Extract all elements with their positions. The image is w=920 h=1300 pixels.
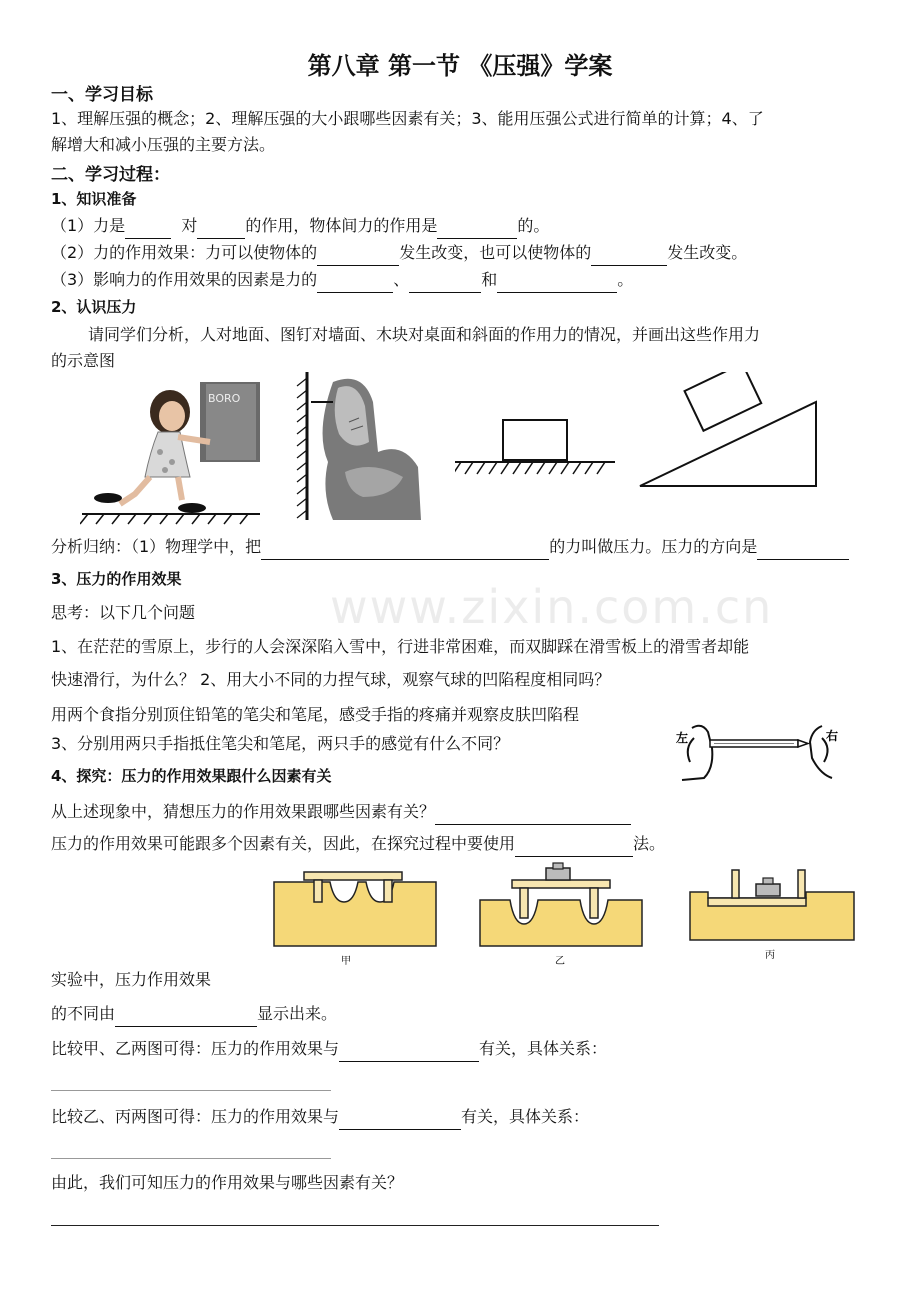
q1-blank-1[interactable] bbox=[125, 220, 171, 239]
block-on-incline-diagram bbox=[636, 372, 822, 490]
photo-brand-text: BORO bbox=[208, 392, 241, 405]
q1-blank-2[interactable] bbox=[197, 220, 245, 239]
q3-part-d: 。 bbox=[617, 270, 634, 289]
q3-part-c: 和 bbox=[481, 270, 498, 289]
pencil-fingers-illustration bbox=[672, 718, 844, 782]
cmp2-part-a: 比较乙、丙两图可得：压力的作用效果与 bbox=[51, 1107, 340, 1126]
q2-part-c: 发生改变。 bbox=[667, 243, 748, 262]
pressure-effect-heading: 3、压力的作用效果 bbox=[51, 570, 182, 588]
explore-heading: 4、探究：压力的作用效果跟什么因素有关 bbox=[51, 767, 332, 785]
sponge-experiment-figures bbox=[270, 862, 870, 968]
hatch-mark bbox=[501, 462, 509, 474]
section-process-heading: 二、学习过程： bbox=[51, 165, 170, 185]
hatch-mark bbox=[144, 514, 152, 524]
hatch-mark bbox=[224, 514, 232, 524]
method-line bbox=[51, 831, 665, 857]
prep-question-3 bbox=[51, 267, 633, 293]
hatch-mark bbox=[525, 462, 533, 474]
compare-line-2 bbox=[51, 1104, 589, 1130]
q2-blank-2[interactable] bbox=[591, 247, 667, 266]
cmp1-part-a: 比较甲、乙两图可得：压力的作用效果与 bbox=[51, 1039, 340, 1058]
hatch-mark bbox=[537, 462, 545, 474]
q2-part-b: 发生改变，也可以使物体的 bbox=[399, 243, 592, 262]
cmp2-blank[interactable] bbox=[339, 1111, 461, 1130]
hatch-mark bbox=[465, 462, 473, 474]
exp2-part-b: 显示出来。 bbox=[257, 1004, 338, 1023]
experiment-line-2 bbox=[51, 1001, 337, 1027]
hatch-mark bbox=[455, 462, 461, 474]
analysis-line bbox=[51, 534, 849, 560]
prep-question-2 bbox=[51, 240, 747, 266]
q1-part-b: 对 bbox=[181, 216, 198, 235]
method-part-b: 法。 bbox=[633, 834, 666, 853]
hatch-mark bbox=[96, 514, 104, 524]
pressure-force-heading: 2、认识压力 bbox=[51, 298, 137, 316]
cmp2-answer-line[interactable] bbox=[51, 1158, 331, 1159]
experiment-bing bbox=[690, 870, 854, 961]
fig-label-bing: 丙 bbox=[765, 950, 775, 961]
section-objectives-heading: 一、学习目标 bbox=[51, 85, 153, 105]
think-line-3: 用两个食指分别顶住铅笔的笔尖和笔尾，感受手指的疼痛并观察皮肤凹陷程 bbox=[51, 705, 580, 724]
q1-part-c: 的作用，物体间力的作用是 bbox=[245, 216, 438, 235]
objectives-line-1: 1、理解压强的概念；2、理解压强的大小跟哪些因素有关；3、能用压强公式进行简单的计算；4、了 bbox=[51, 109, 764, 128]
guess-text: 从上述现象中，猜想压力的作用效果跟哪些因素有关？ bbox=[51, 802, 436, 821]
block-on-table-diagram bbox=[455, 412, 615, 480]
q3-blank-2[interactable] bbox=[409, 274, 481, 293]
left-label: 左 bbox=[676, 731, 689, 745]
hatch-mark bbox=[573, 462, 581, 474]
objectives-line-2: 解增大和减小压强的主要方法。 bbox=[51, 135, 276, 154]
right-label: 右 bbox=[826, 729, 839, 743]
exp2-blank[interactable] bbox=[115, 1008, 257, 1027]
cmp1-answer-line[interactable] bbox=[51, 1090, 331, 1091]
experiment-jia bbox=[274, 872, 436, 967]
hatch-mark bbox=[561, 462, 569, 474]
hatch-mark bbox=[513, 462, 521, 474]
pressure-para-line-1: 请同学们分析，人对地面、图钉对墙面、木块对桌面和斜面的作用力的情况，并画出这些作用力 bbox=[88, 325, 761, 344]
hatch-mark bbox=[477, 462, 485, 474]
compare-line-1 bbox=[51, 1036, 607, 1062]
think-label: 思考：以下几个问题 bbox=[51, 603, 196, 622]
pressure-para-line-2: 的示意图 bbox=[51, 351, 116, 370]
hatch-mark bbox=[597, 462, 605, 474]
page-title: 第八章 第一节 《压强》学案 bbox=[307, 52, 613, 80]
guess-line bbox=[51, 799, 631, 825]
q3-blank-3[interactable] bbox=[497, 274, 617, 293]
analysis-blank-2[interactable] bbox=[757, 541, 849, 560]
hatch-mark bbox=[549, 462, 557, 474]
exp2-part-a: 的不同由 bbox=[51, 1004, 116, 1023]
hatch-mark bbox=[208, 514, 216, 524]
hatch-mark bbox=[128, 514, 136, 524]
hatch-mark bbox=[192, 514, 200, 524]
think-line-1: 1、在茫茫的雪原上，步行的人会深深陷入雪中，行进非常困难，而双脚踩在滑雪板上的滑雪者却能 bbox=[51, 637, 750, 656]
analysis-blank-1[interactable] bbox=[261, 541, 549, 560]
watermark: www.zixin.com.cn bbox=[330, 580, 774, 634]
experiment-yi bbox=[480, 863, 642, 967]
hatch-mark bbox=[489, 462, 497, 474]
knowledge-prep-heading: 1、知识准备 bbox=[51, 190, 137, 208]
fig-label-jia: 甲 bbox=[341, 956, 351, 967]
analysis-part-b: 的力叫做压力。压力的方向是 bbox=[549, 537, 758, 556]
q1-part-d: 的。 bbox=[517, 216, 550, 235]
q1-part-a: （1）力是 bbox=[51, 216, 126, 235]
think-line-2: 快速滑行，为什么？ 2、用大小不同的力捏气球，观察气球的凹陷程度相同吗？ bbox=[51, 670, 611, 689]
q1-blank-3[interactable] bbox=[437, 220, 517, 239]
q3-blank-1[interactable] bbox=[317, 274, 393, 293]
prep-question-1 bbox=[51, 213, 549, 239]
q3-part-a: （3）影响力的作用效果的因素是力的 bbox=[51, 270, 318, 289]
analysis-part-a: 分析归纳：（1）物理学中，把 bbox=[51, 537, 262, 556]
q3-part-b: 、 bbox=[393, 270, 410, 289]
cmp1-part-b: 有关，具体关系： bbox=[479, 1039, 608, 1058]
q2-part-a: （2）力的作用效果：力可以使物体的 bbox=[51, 243, 318, 262]
hatch-mark bbox=[176, 514, 184, 524]
q2-blank-1[interactable] bbox=[317, 247, 399, 266]
experiment-line-1: 实验中，压力作用效果 bbox=[51, 970, 212, 989]
final-question: 由此，我们可知压力的作用效果与哪些因素有关？ bbox=[51, 1173, 404, 1192]
cmp2-part-b: 有关，具体关系： bbox=[461, 1107, 590, 1126]
cmp1-blank[interactable] bbox=[339, 1043, 479, 1062]
hatch-mark bbox=[80, 514, 88, 524]
final-answer-line[interactable] bbox=[51, 1225, 659, 1226]
hatch-mark bbox=[240, 514, 248, 524]
thumbtack-wall-illustration bbox=[293, 372, 423, 520]
girl-pushing-illustration bbox=[80, 382, 265, 527]
hatch-mark bbox=[585, 462, 593, 474]
fig-label-yi: 乙 bbox=[555, 956, 565, 967]
method-part-a: 压力的作用效果可能跟多个因素有关，因此，在探究过程中要使用 bbox=[51, 834, 516, 853]
hatch-mark bbox=[160, 514, 168, 524]
think-line-4: 3、分别用两只手指抵住笔尖和笔尾，两只手的感觉有什么不同？ bbox=[51, 734, 510, 753]
hatch-mark bbox=[112, 514, 120, 524]
method-blank[interactable] bbox=[515, 838, 633, 857]
guess-blank[interactable] bbox=[435, 806, 631, 825]
